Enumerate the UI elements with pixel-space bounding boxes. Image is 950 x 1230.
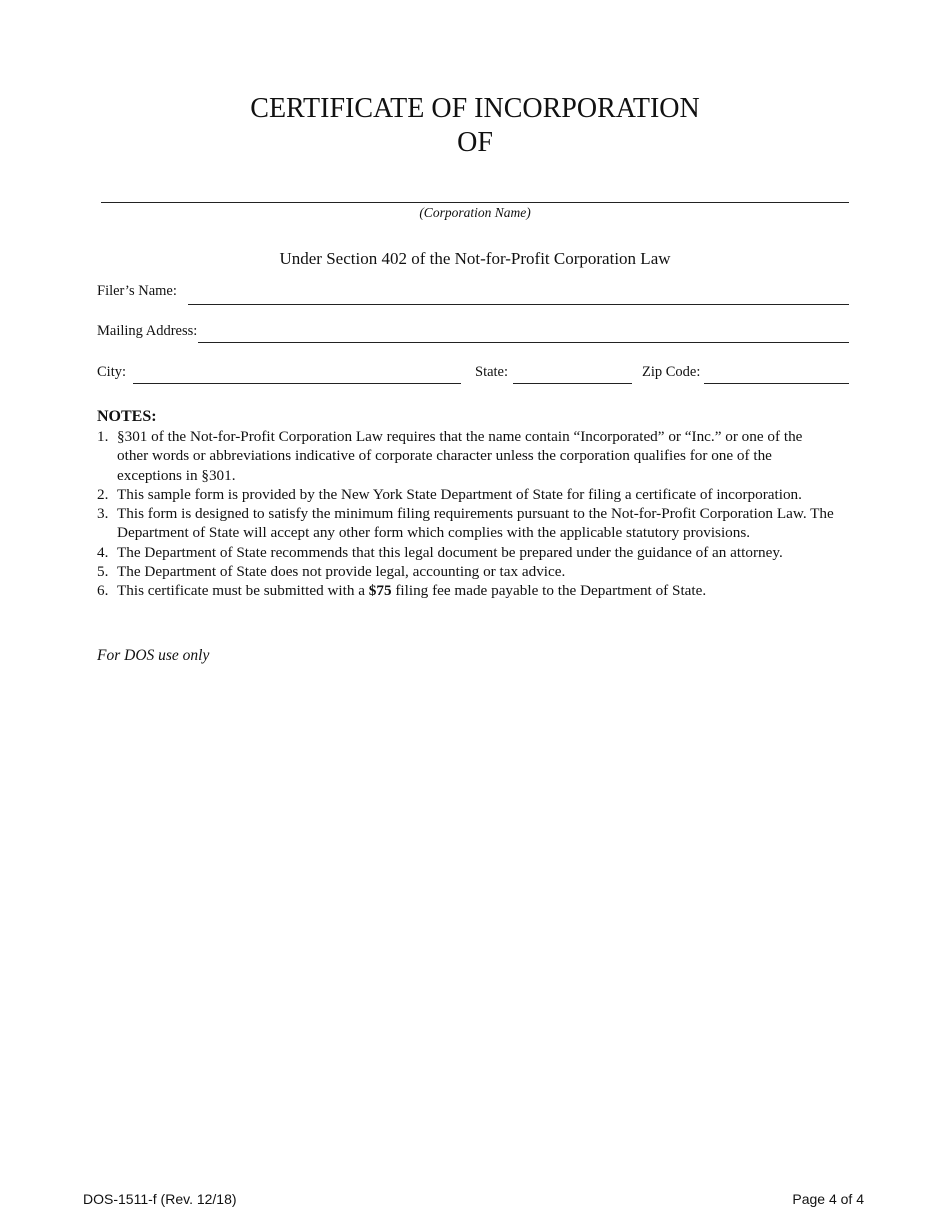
state-field[interactable] [513, 383, 632, 384]
note-number: 4. [97, 543, 109, 561]
note-item [97, 581, 837, 600]
notes-list [97, 427, 837, 601]
note-text: §301 of the Not-for-Profit Corporation Law requires that the name contain “Incorporated” or “Inc.” or one of the other words or abbreviations indicative of corporate character unless the corporation qualifies for one of the exceptions in §301. [117, 428, 803, 484]
note-number: 1. [97, 428, 109, 445]
note-text-before: This certificate must be submitted with a [117, 582, 369, 600]
state-label: State: [475, 364, 509, 380]
note-item [97, 504, 837, 543]
note-number: 5. [97, 563, 109, 581]
note-item [97, 485, 837, 504]
note-number: 3. [97, 505, 109, 523]
mailing-address-field[interactable] [198, 342, 849, 343]
note-text: This form is designed to satisfy the minimum filing requirements pursuant to the Not-for-Profit Corporation Law. The Department of State will accept any other form which complies with the applicable statutory provisions. [117, 505, 834, 542]
form-revision-id: DOS-1511-f (Rev. 12/18) [83, 1191, 237, 1207]
note-text: The Department of State does not provide legal, accounting or tax advice. [117, 563, 566, 581]
filer-name-label: Filer’s Name: [97, 283, 177, 299]
corporation-name-label: (Corporation Name) [419, 205, 531, 220]
zip-code-field[interactable] [704, 383, 849, 384]
note-text: The Department of State recommends that this legal document be prepared under the guidance of an attorney. [117, 543, 783, 561]
zip-code-label: Zip Code: [642, 364, 701, 380]
note-text-after: filing fee made payable to the Department of State. [391, 582, 707, 600]
note-item [97, 562, 837, 581]
page-number: Page 4 of 4 [792, 1191, 864, 1207]
city-label: City: [97, 364, 127, 380]
filing-fee-amount: $75 [368, 582, 392, 600]
corporation-name-line[interactable] [101, 202, 849, 203]
note-text: This sample form is provided by the New York State Department of State for filing a certificate of incorporation. [117, 485, 802, 503]
note-item [97, 543, 837, 562]
filer-name-field[interactable] [188, 304, 849, 305]
note-number: 6. [97, 582, 109, 600]
document-title-of: OF [457, 127, 493, 158]
dos-use-only-label: For DOS use only [97, 647, 210, 664]
city-field[interactable] [133, 383, 461, 384]
note-item [97, 427, 837, 485]
mailing-address-label: Mailing Address: [97, 323, 198, 339]
document-title: CERTIFICATE OF INCORPORATION [250, 93, 700, 124]
statute-subtitle: Under Section 402 of the Not-for-Profit Corporation Law [279, 249, 671, 268]
note-number: 2. [97, 485, 109, 503]
notes-heading: NOTES: [97, 408, 157, 425]
